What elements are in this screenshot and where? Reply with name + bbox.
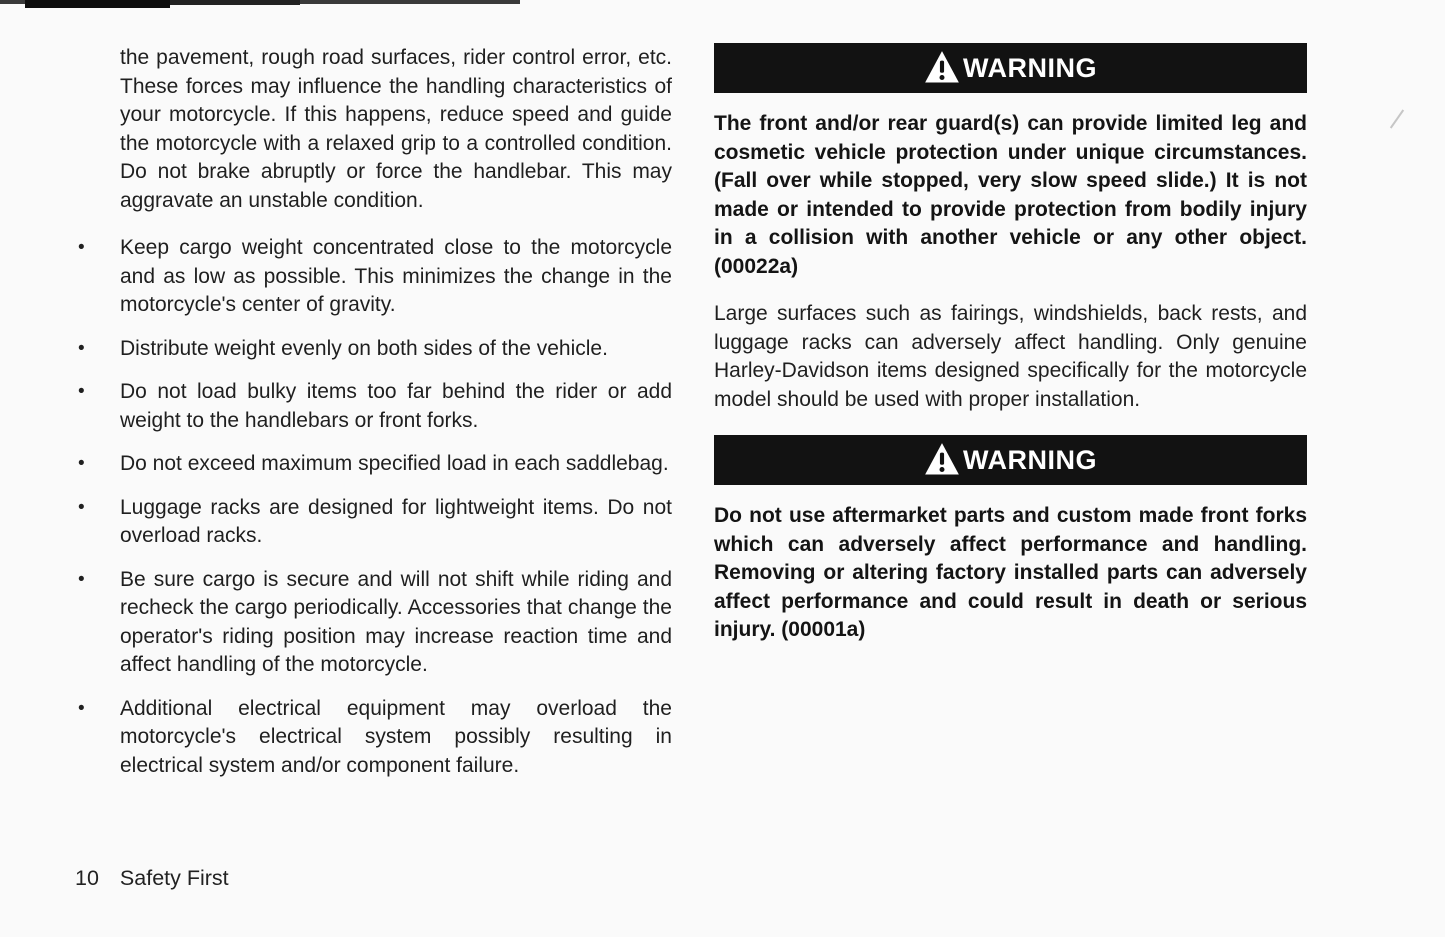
scan-edge-artifact-dark: [25, 0, 170, 8]
bullet-text: Additional electrical equipment may overload the motorcycle's electrical system possibly resulting in electrical system and/or component failure.: [120, 696, 672, 777]
left-column: [78, 44, 672, 795]
bullet-icon: •: [78, 381, 85, 402]
scan-scratch-artifact: [1390, 109, 1404, 128]
bullet-text: Do not exceed maximum specified load in each saddlebag.: [120, 452, 669, 475]
list-item: [78, 234, 672, 320]
warning-2-text: Do not use aftermarket parts and custom made front forks which can adversely affect performance and handling. Removing or altering factory installed parts can adversely affect performance and could result in death or serious injury. (00001a): [714, 504, 1307, 641]
bullet-text: Be sure cargo is secure and will not shift while riding and recheck the cargo periodically. Accessories that change the operator's riding position may increase reaction time and affect handling of the motorcycle.: [120, 567, 672, 676]
list-item: [78, 450, 672, 479]
section-title: Safety First: [119, 866, 229, 890]
warning-triangle-icon: [924, 442, 960, 476]
list-item: [78, 566, 672, 680]
handling-paragraph: Large surfaces such as fairings, windshields, back rests, and luggage racks can adversely affect handling. Only genuine Harley-Davidson items designed specifically for the motorcycle model should be used with proper installation.: [714, 302, 1307, 411]
bullet-text: Keep cargo weight concentrated close to the motorcycle and as low as possible. This minimizes the change in the motorcycle's center of gravity.: [120, 236, 672, 316]
page-number: 10: [75, 866, 99, 890]
bullet-text: Do not load bulky items too far behind the rider or add weight to the handlebars or front forks.: [120, 380, 672, 432]
cargo-safety-bullet-list: [78, 234, 672, 780]
scan-edge-artifact-mid: [170, 0, 300, 5]
list-item: [78, 494, 672, 551]
right-column: [714, 43, 1307, 664]
bullet-text: Luggage racks are designed for lightweight items. Do not overload racks.: [120, 495, 672, 547]
bullet-text: Distribute weight evenly on both sides of the vehicle.: [120, 336, 608, 360]
list-item: [78, 695, 672, 781]
warning-banner-2: [714, 435, 1307, 485]
intro-paragraph: the pavement, rough road surfaces, rider control error, etc. These forces may influence the handling characteristics of your motorcycle. If this happens, reduce speed and guide the motorcycle with a relaxed grip to a controlled condition. Do not brake abruptly or force the handlebar. This may aggravate an unstable condition.: [120, 46, 672, 212]
warning-banner-1: [714, 43, 1307, 93]
bullet-icon: •: [78, 237, 85, 258]
bullet-icon: •: [78, 568, 85, 590]
warning-banner-label: WARNING: [963, 52, 1097, 83]
bullet-icon: •: [78, 697, 85, 719]
warning-triangle-icon: [924, 50, 960, 84]
bullet-icon: •: [78, 453, 85, 474]
bullet-icon: •: [78, 496, 85, 518]
warning-1-text: The front and/or rear guard(s) can provide limited leg and cosmetic vehicle protection under unique circumstances. (Fall over while stopped, very slow speed slide.) It is not made or intended to provide protection from bodily injury in a collision with another vehicle or any other object. (00022a): [714, 112, 1307, 278]
bullet-icon: •: [78, 337, 85, 359]
page-footer: [75, 866, 229, 891]
list-item: [78, 378, 672, 435]
warning-banner-label: WARNING: [963, 444, 1097, 475]
list-item: [78, 335, 672, 364]
